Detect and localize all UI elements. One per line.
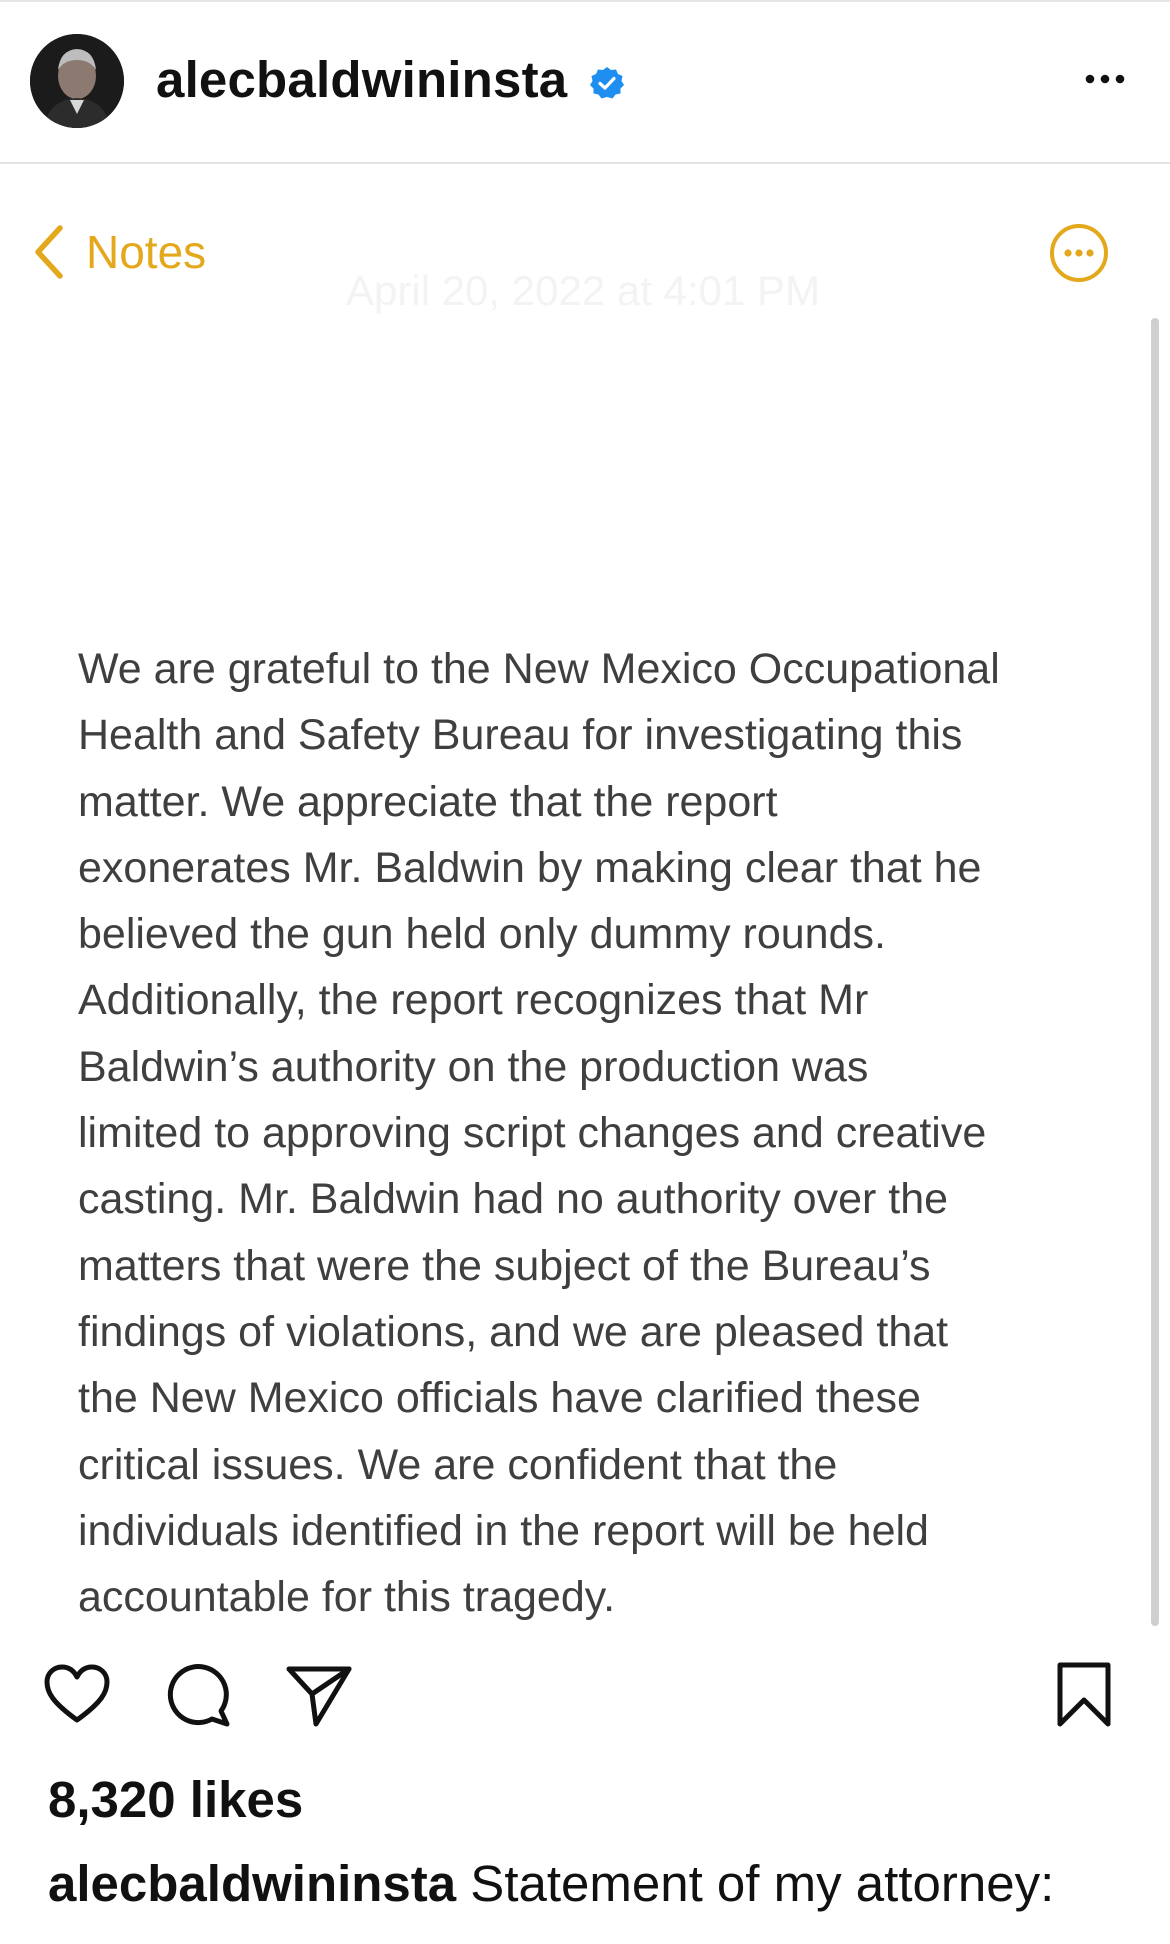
more-horizontal-icon[interactable] bbox=[1080, 64, 1130, 94]
note-line: individuals identified in the report will be held bbox=[78, 1506, 929, 1555]
post-header bbox=[0, 0, 1170, 164]
note-date: April 20, 2022 at 4:01 PM bbox=[346, 267, 820, 314]
notes-back-label: Notes bbox=[86, 226, 207, 278]
post-caption bbox=[48, 1852, 1054, 1916]
likes-count[interactable]: 8,320 likes bbox=[48, 1771, 304, 1828]
note-line: believed the gun held only dummy rounds. bbox=[78, 910, 886, 959]
avatar[interactable] bbox=[30, 34, 124, 128]
notes-more-icon bbox=[1048, 222, 1110, 284]
notes-back-button bbox=[32, 222, 206, 282]
note-line: We are grateful to the New Mexico Occupational bbox=[78, 645, 1000, 693]
note-line: exonerates Mr. Baldwin by making clear that he bbox=[78, 843, 982, 892]
note-line: the New Mexico officials have clarified these bbox=[78, 1374, 921, 1423]
note-line: Baldwin’s authority on the production was bbox=[78, 1042, 869, 1091]
send-icon[interactable] bbox=[284, 1660, 354, 1730]
note-line: accountable for this tragedy. bbox=[78, 1573, 616, 1622]
note-body bbox=[78, 636, 1118, 1630]
note-line: limited to approving script changes and creative bbox=[78, 1109, 987, 1158]
note-scrollbar bbox=[1151, 318, 1159, 1626]
caption-username[interactable]: alecbaldwininsta bbox=[48, 1855, 457, 1912]
verified-badge-icon bbox=[590, 66, 624, 100]
note-line: matter. We appreciate that the report bbox=[78, 777, 778, 826]
post-action-bar bbox=[0, 1660, 1170, 1730]
note-line: casting. Mr. Baldwin had no authority over the bbox=[78, 1175, 949, 1224]
note-line: Additionally, the report recognizes that Mr bbox=[78, 976, 869, 1025]
heart-icon[interactable] bbox=[42, 1660, 112, 1730]
note-line: critical issues. We are confident that the bbox=[78, 1440, 838, 1489]
note-line: Health and Safety Bureau for investigating this bbox=[78, 711, 963, 760]
bookmark-icon[interactable] bbox=[1049, 1660, 1119, 1730]
note-line: findings of violations, and we are pleased that bbox=[78, 1307, 949, 1356]
caption-text: Statement of my attorney: bbox=[470, 1855, 1055, 1912]
note-line: matters that were the subject of the Bureau’s bbox=[78, 1241, 931, 1290]
chevron-left-icon bbox=[32, 224, 66, 280]
comment-icon[interactable] bbox=[164, 1660, 234, 1730]
post-username[interactable]: alecbaldwininsta bbox=[156, 51, 568, 108]
